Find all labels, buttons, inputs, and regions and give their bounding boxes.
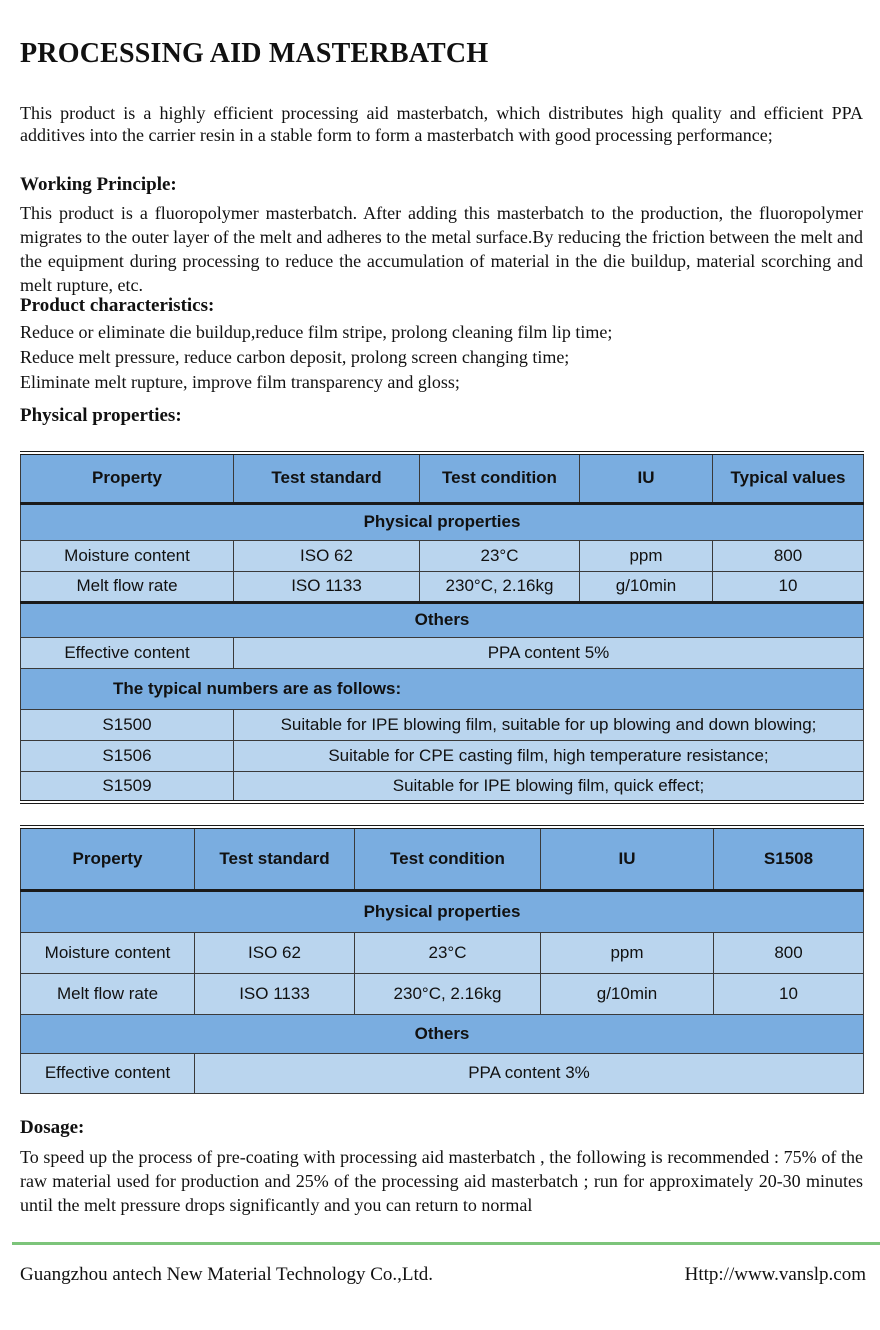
table-cell: 10 [713, 571, 864, 602]
table-cell: Melt flow rate [21, 571, 234, 602]
table-cell: 230°C, 2.16kg [355, 973, 541, 1014]
table-cell: ppm [580, 540, 713, 571]
properties-table-1 [20, 451, 864, 804]
table-row [21, 709, 864, 740]
grade-cell: S1506 [21, 740, 234, 771]
table-cell: PPA content 3% [195, 1053, 864, 1093]
grade-cell: S1509 [21, 771, 234, 802]
column-header: IU [580, 453, 713, 503]
table-cell: 23°C [355, 932, 541, 973]
column-header: Test standard [234, 453, 420, 503]
section-physical-properties: Physical properties [21, 890, 864, 932]
table-cell: ppm [541, 932, 714, 973]
page-title: PROCESSING AID MASTERBATCH [20, 38, 489, 69]
table-cell: ISO 62 [195, 932, 355, 973]
table-row [21, 740, 864, 771]
table-cell: 23°C [420, 540, 580, 571]
footer-company: Guangzhou antech New Material Technology Co.,Ltd. [20, 1264, 434, 1285]
table-cell: Melt flow rate [21, 973, 195, 1014]
footer-divider [12, 1242, 880, 1245]
table-header-row [21, 453, 864, 503]
properties-table-2 [20, 825, 864, 1094]
characteristic-item: Reduce melt pressure, reduce carbon deposit, prolong screen changing time; [20, 347, 570, 367]
table-row [21, 540, 864, 571]
column-header: Typical values [713, 453, 864, 503]
table-cell: 230°C, 2.16kg [420, 571, 580, 602]
table-cell: ISO 62 [234, 540, 420, 571]
working-principle-heading: Working Principle: [20, 174, 177, 195]
column-header: Property [21, 827, 195, 890]
column-header: Property [21, 453, 234, 503]
section-row [21, 503, 864, 540]
grade-description: Suitable for CPE casting film, high temperature resistance; [234, 740, 864, 771]
table-cell: ISO 1133 [234, 571, 420, 602]
table-cell: ISO 1133 [195, 973, 355, 1014]
section-row [21, 668, 864, 709]
table-row [21, 932, 864, 973]
table-cell: Moisture content [21, 932, 195, 973]
characteristics-heading: Product characteristics: [20, 295, 215, 316]
grade-cell: S1500 [21, 709, 234, 740]
characteristic-item: Eliminate melt rupture, improve film transparency and gloss; [20, 372, 460, 392]
table-row [21, 637, 864, 668]
table-cell: 10 [714, 973, 864, 1014]
column-header: Test condition [420, 453, 580, 503]
table-header-row [21, 827, 864, 890]
column-header: IU [541, 827, 714, 890]
table-cell: 800 [713, 540, 864, 571]
working-principle-text: This product is a fluoropolymer masterbatch. After adding this masterbatch to the production, the fluoropolymer migrates to the outer layer of the melt and adheres to the metal surface.By reducing the friction between the melt and the equipment during processing to reduce the accumulation of material in the die buildup, material scorching and melt rupture, etc. [20, 203, 863, 295]
section-row [21, 1014, 864, 1053]
section-row [21, 890, 864, 932]
table-cell: PPA content 5% [234, 637, 864, 668]
grade-description: Suitable for IPE blowing film, quick effect; [234, 771, 864, 802]
section-row [21, 602, 864, 637]
table-row [21, 771, 864, 802]
table-row [21, 973, 864, 1014]
dosage-heading: Dosage: [20, 1117, 85, 1138]
section-others: Others [21, 602, 864, 637]
dosage-text: To speed up the process of pre-coating with processing aid masterbatch , the following is recommended : 75% of the raw material used for production and 25% of the processing aid masterbatch ; run for approximately 20-30 minutes until the melt pressure drops significantly and you can return to normal [20, 1147, 863, 1215]
column-header: S1508 [714, 827, 864, 890]
characteristic-item: Reduce or eliminate die buildup,reduce film stripe, prolong cleaning film lip time; [20, 322, 613, 342]
grade-description: Suitable for IPE blowing film, suitable for up blowing and down blowing; [234, 709, 864, 740]
section-others: Others [21, 1014, 864, 1053]
table-row [21, 1053, 864, 1093]
section-physical-properties: Physical properties [21, 503, 864, 540]
table-row [21, 571, 864, 602]
intro-paragraph: This product is a highly efficient processing aid masterbatch, which distributes high quality and efficient PPA additives into the carrier resin in a stable form to form a masterbatch with good processing performance; [20, 103, 863, 145]
footer-website-link[interactable]: Http://www.vanslp.com [684, 1264, 866, 1285]
table-cell: Effective content [21, 1053, 195, 1093]
column-header: Test condition [355, 827, 541, 890]
table-cell: g/10min [580, 571, 713, 602]
physical-properties-heading: Physical properties: [20, 405, 182, 426]
table-cell: Moisture content [21, 540, 234, 571]
typical-numbers-heading: The typical numbers are as follows: [21, 668, 864, 709]
table-cell: 800 [714, 932, 864, 973]
table-cell: Effective content [21, 637, 234, 668]
column-header: Test standard [195, 827, 355, 890]
table-cell: g/10min [541, 973, 714, 1014]
